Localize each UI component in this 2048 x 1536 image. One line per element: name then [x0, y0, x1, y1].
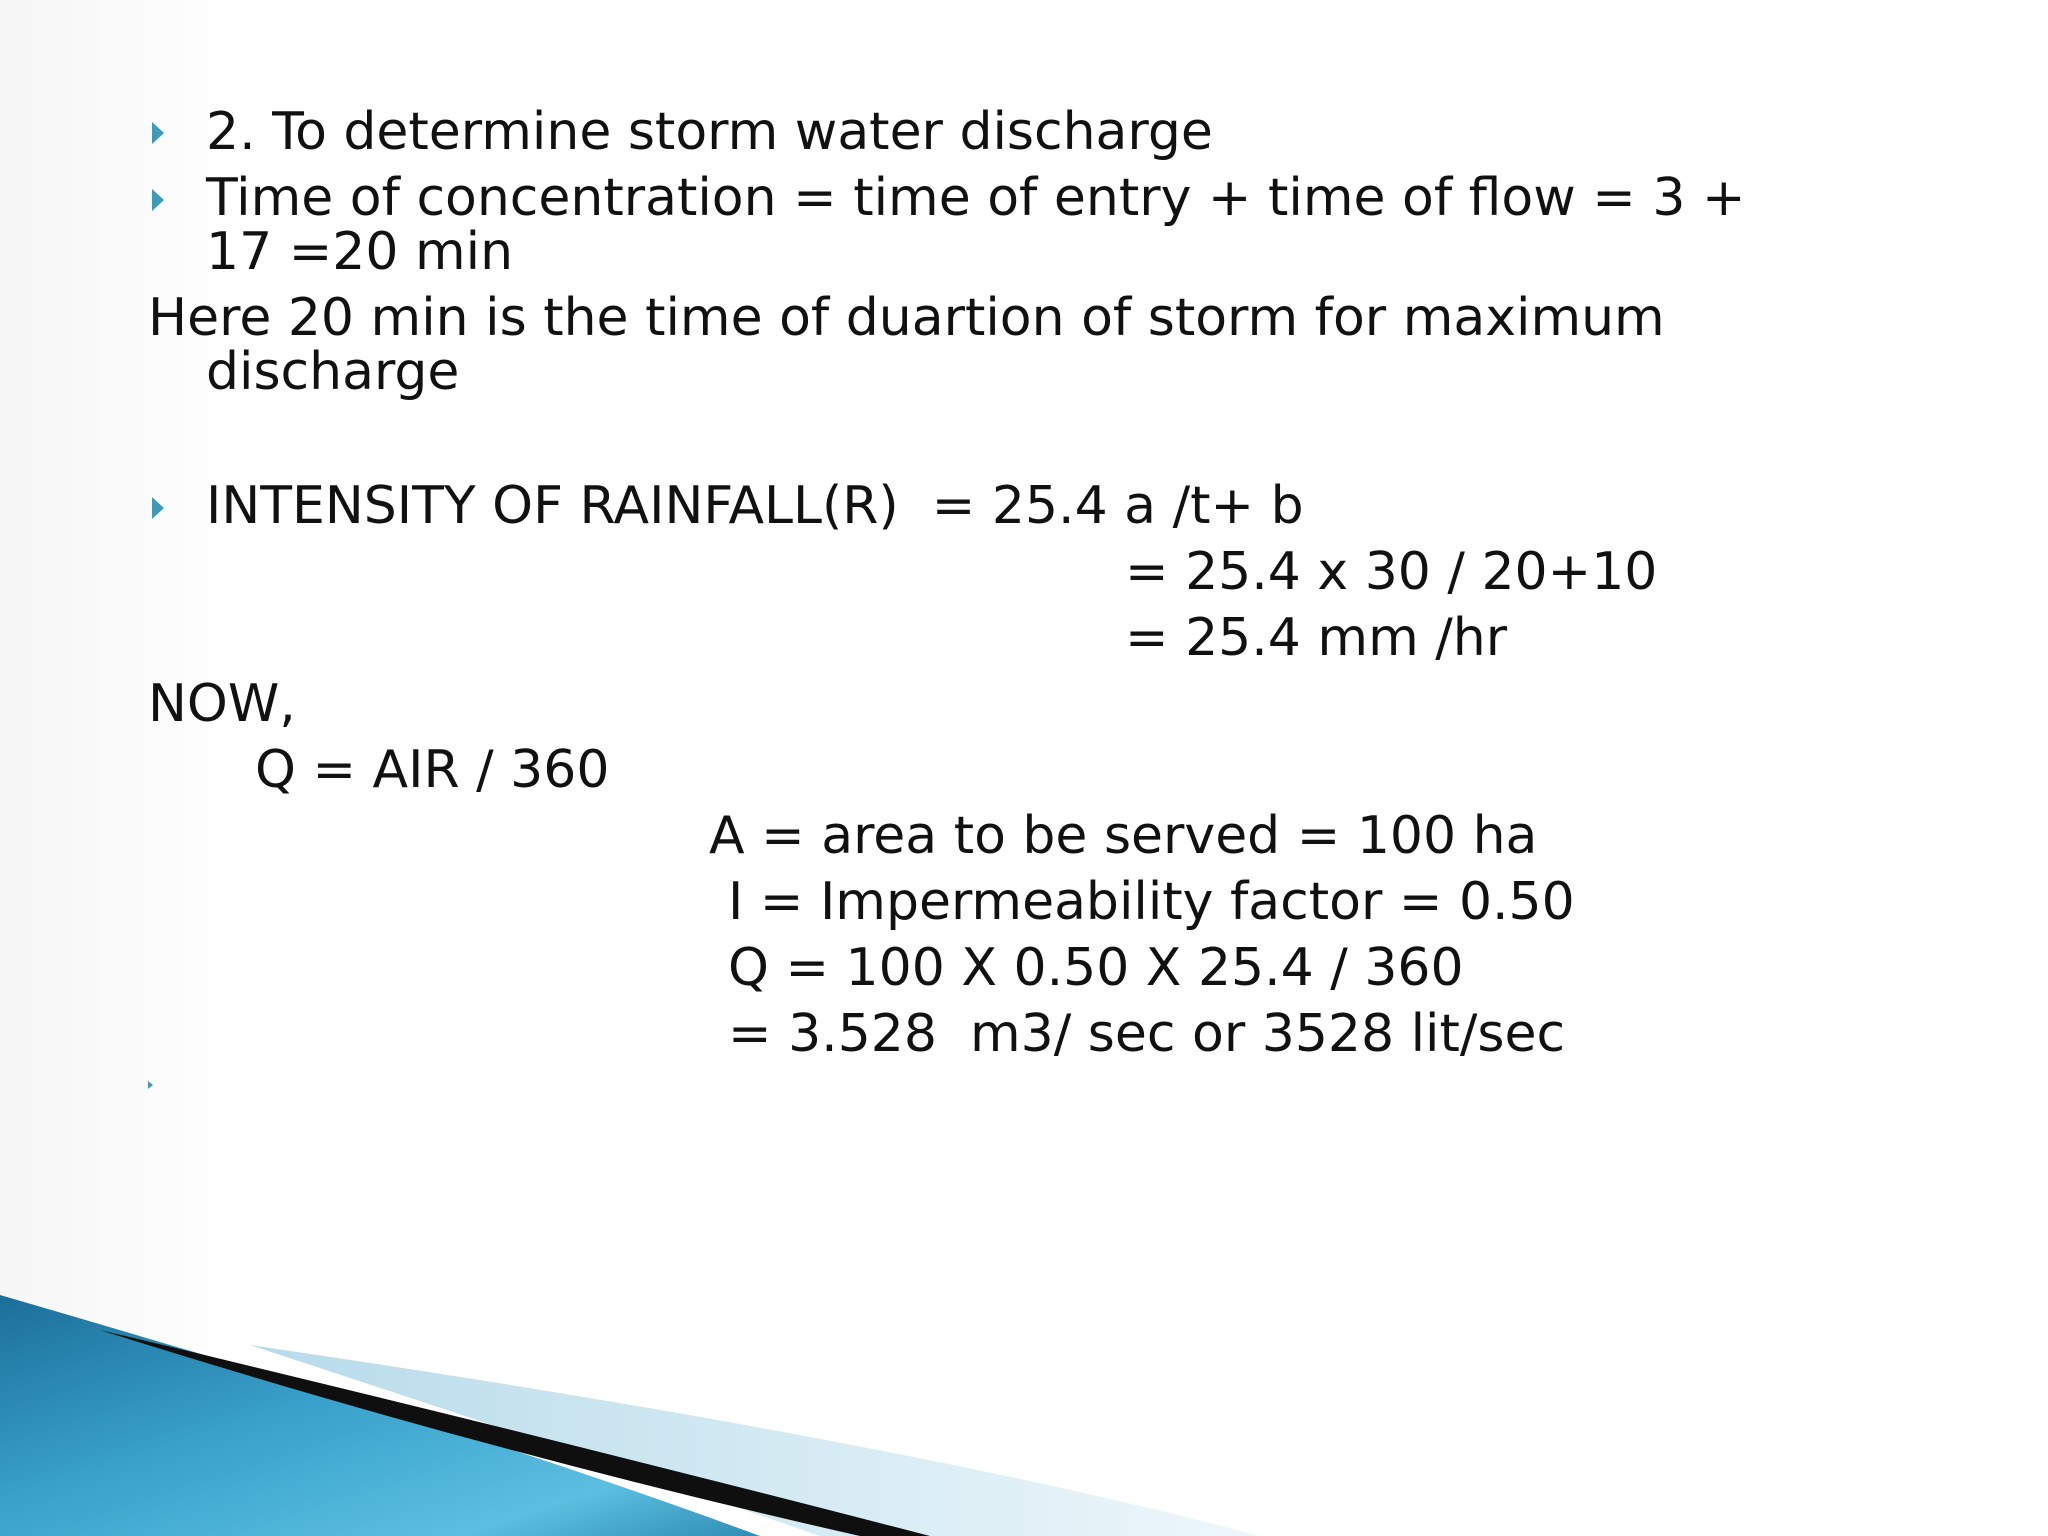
discharge-formula: Q = AIR / 360: [255, 740, 610, 800]
intensity-calc: = 25.4 x 30 / 20+10: [1125, 542, 1658, 602]
intensity-of-rainfall: INTENSITY OF RAINFALL(R) = 25.4 a /t+ b: [206, 476, 1304, 536]
impermeability-definition: I = Impermeability factor = 0.50: [728, 872, 1575, 932]
triangle-right-bullet-icon: [152, 189, 164, 211]
triangle-right-bullet-icon: [152, 497, 164, 519]
triangle-right-bullet-icon: [148, 1081, 153, 1089]
area-definition: A = area to be served = 100 ha: [709, 806, 1538, 866]
discharge-calc: Q = 100 X 0.50 X 25.4 / 360: [728, 938, 1464, 998]
now-label: NOW,: [148, 674, 296, 734]
bullet-time-of-concentration: Time of concentration = time of entry + time of flow = 3 +: [206, 168, 1746, 228]
discharge-result: = 3.528 m3/ sec or 3528 lit/sec: [728, 1004, 1566, 1064]
duration-note-cont: discharge: [206, 342, 460, 402]
bullet-storm-water: 2. To determine storm water discharge: [206, 102, 1213, 162]
triangle-right-bullet-icon: [152, 122, 164, 144]
bullet-time-of-concentration-cont: 17 =20 min: [206, 222, 514, 282]
duration-note: Here 20 min is the time of duartion of storm for maximum: [148, 288, 1665, 348]
intensity-result: = 25.4 mm /hr: [1125, 608, 1508, 668]
